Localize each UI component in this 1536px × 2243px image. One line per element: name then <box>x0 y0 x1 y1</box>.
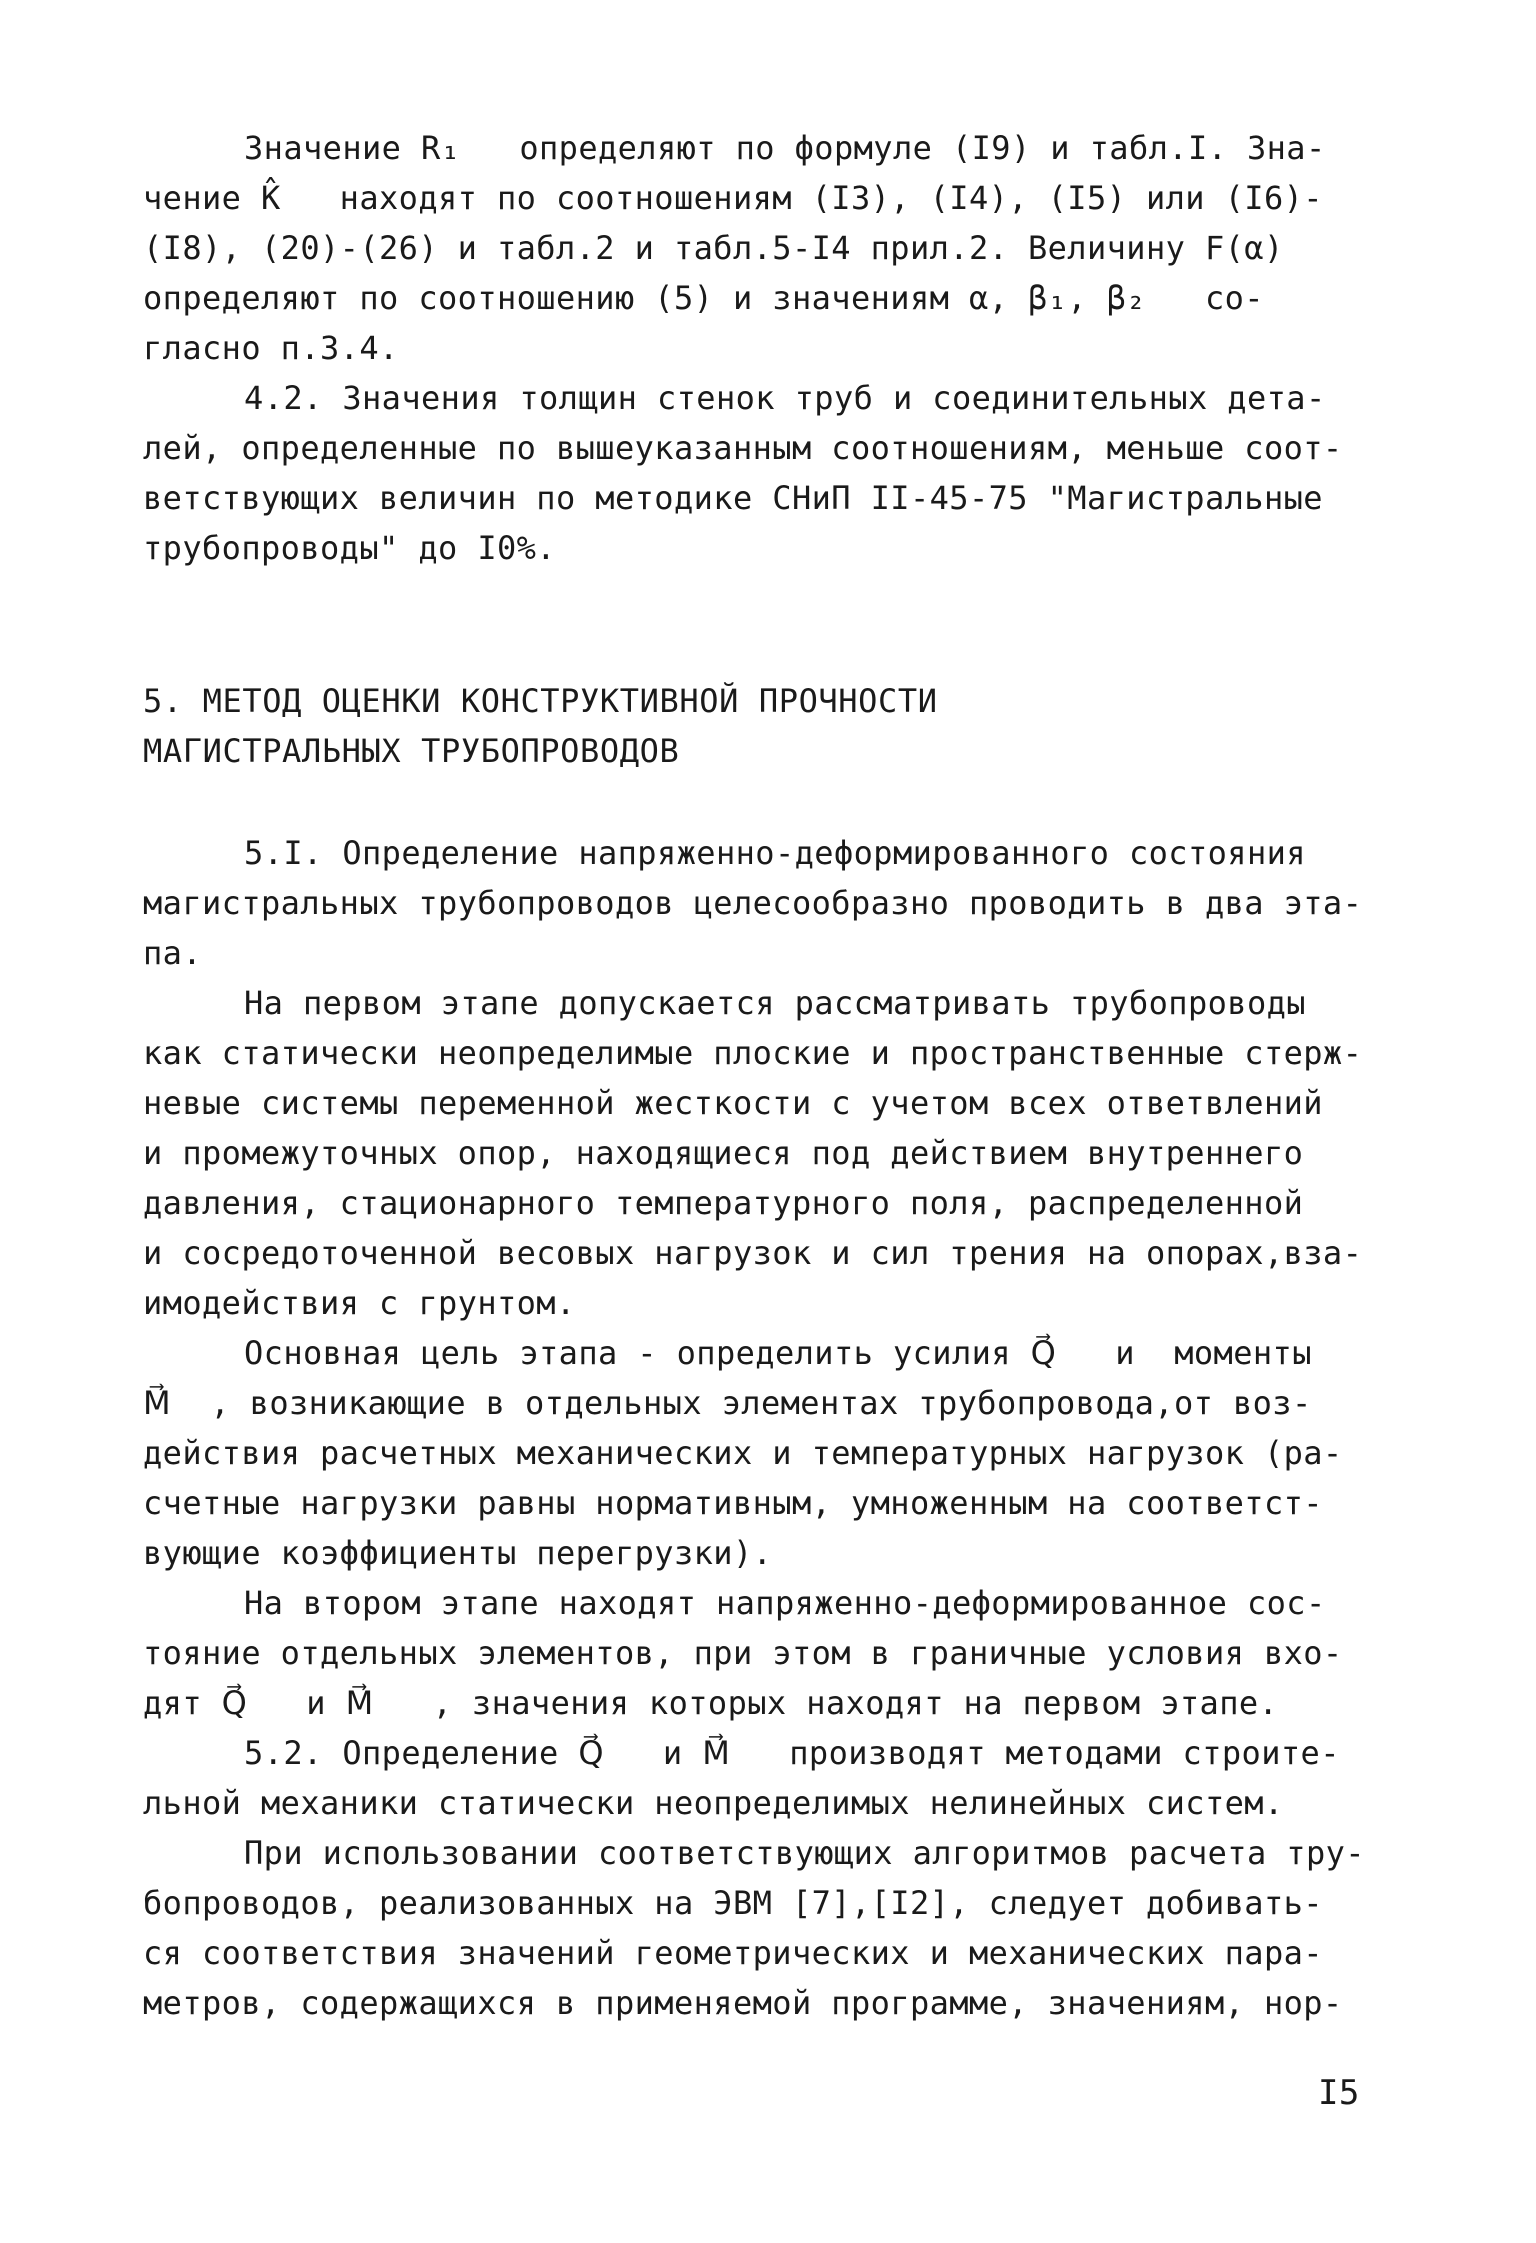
text-line: льной механики статически неопределимых нелинейных систем. <box>143 1784 1284 1822</box>
text-line: 4.2. Значения толщин стенок труб и соединительных дета- <box>244 379 1326 417</box>
text-line: и сосредоточенной весовых нагрузок и сил трения на опорах,вза- <box>143 1234 1363 1272</box>
section-heading: МАГИСТРАЛЬНЫХ ТРУБОПРОВОДОВ <box>143 732 680 770</box>
text-line: дят Q⃗ и M⃗ , значения которых находят на первом этапе. <box>143 1684 1279 1722</box>
text-line: как статически неопределимые плоские и пространственные стерж- <box>143 1034 1363 1072</box>
text-line: 5.I. Определение напряженно-деформированного состояния <box>244 834 1306 872</box>
text-line: M⃗ , возникающие в отдельных элементах трубопровода,от воз- <box>143 1384 1312 1422</box>
text-line: и промежуточных опор, находящиеся под действием внутреннего <box>143 1134 1304 1172</box>
text-line: имодействия с грунтом. <box>143 1284 576 1322</box>
text-line: магистральных трубопроводов целесообразно проводить в два эта- <box>143 884 1363 922</box>
text-line: лей, определенные по вышеуказанным соотношениям, меньше соот- <box>143 429 1343 467</box>
text-line: На втором этапе находят напряженно-деформированное сос- <box>244 1584 1326 1622</box>
text-line: Значение R₁ определяют по формуле (I9) и табл.I. Зна- <box>244 129 1326 167</box>
text-line: давления, стационарного температурного поля, распределенной <box>143 1184 1304 1222</box>
text-line: ветствующих величин по методике СНиП II-45-75 "Магистральные <box>143 479 1323 517</box>
text-line: невые системы переменной жесткости с учетом всех ответвлений <box>143 1084 1323 1122</box>
text-line: тояние отдельных элементов, при этом в граничные условия вхо- <box>143 1634 1343 1672</box>
text-line: 5.2. Определение Q⃗ и M⃗ производят методами строите- <box>244 1734 1340 1772</box>
text-line: трубопроводы" до I0%. <box>143 529 556 567</box>
text-line: определяют по соотношению (5) и значениям α, β₁, β₂ со- <box>143 279 1264 317</box>
text-line: метров, содержащихся в применяемой программе, значениям, нор- <box>143 1984 1343 2022</box>
text-line: (I8), (20)-(26) и табл.2 и табл.5-I4 прил.2. Величину F(α) <box>143 229 1284 267</box>
text-line: При использовании соответствующих алгоритмов расчета тру- <box>244 1834 1365 1872</box>
text-line: действия расчетных механических и температурных нагрузок (ра- <box>143 1434 1343 1472</box>
text-line: бопроводов, реализованных на ЭВМ [7],[I2], следует добивать- <box>143 1884 1323 1922</box>
text-line: гласно п.3.4. <box>143 329 399 367</box>
text-line: чение K̂ находят по соотношениям (I3), (I4), (I5) или (I6)- <box>143 179 1323 217</box>
section-heading: 5. МЕТОД ОЦЕНКИ КОНСТРУКТИВНОЙ ПРОЧНОСТИ <box>143 682 938 720</box>
text-line: счетные нагрузки равны нормативным, умноженным на соответст- <box>143 1484 1323 1522</box>
text-line: На первом этапе допускается рассматривать трубопроводы <box>244 984 1306 1022</box>
page-number: I5 <box>1318 2073 1360 2113</box>
text-line: ся соответствия значений геометрических и механических пара- <box>143 1934 1323 1972</box>
text-line: па. <box>143 934 202 972</box>
text-line: вующие коэффициенты перегрузки). <box>143 1534 773 1572</box>
text-line: Основная цель этапа - определить усилия Q⃗ и моменты <box>244 1334 1312 1372</box>
